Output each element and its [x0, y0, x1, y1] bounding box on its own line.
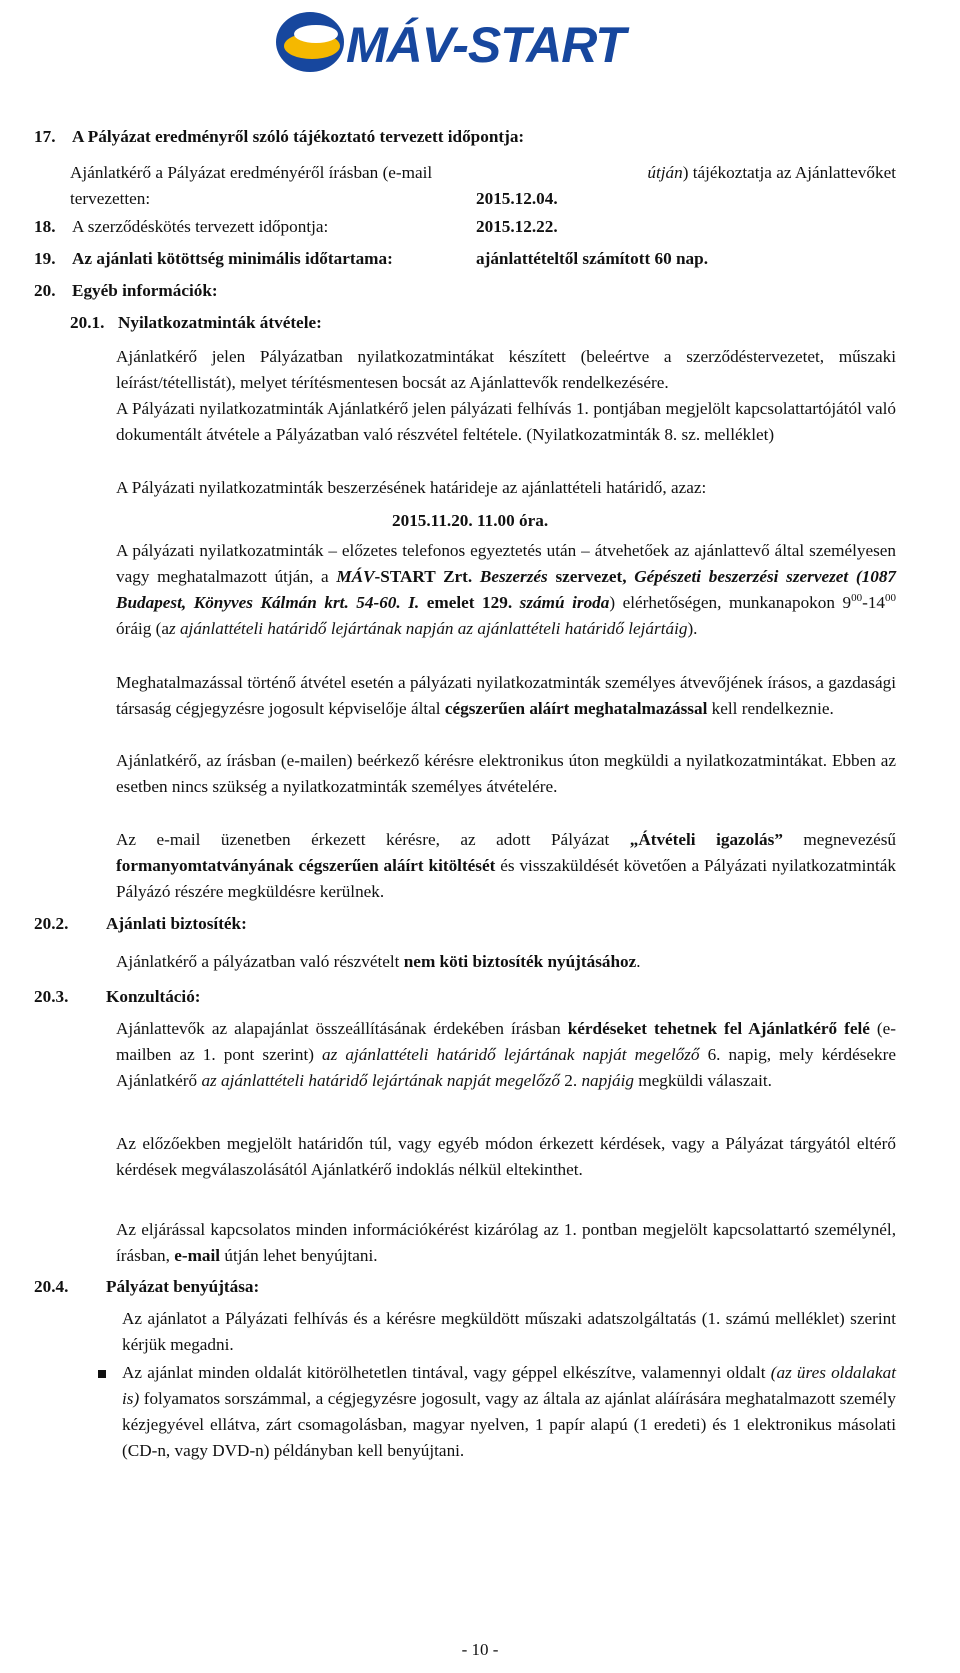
- section-19: 19. Az ajánlati kötöttség minimális időtartama: ajánlattételtől számított 60 nap.: [34, 249, 708, 268]
- section-20-1-heading: 20.1. Nyilatkozatminták átvétele:: [70, 313, 322, 332]
- section-17-heading: 17. A Pályázat eredményről szóló tájékoztató tervezett időpontja:: [34, 127, 525, 146]
- section-20-1-p4: A pályázati nyilatkozatminták – előzetes telefonos egyeztetés után – átvehetőek az ajánlattevő által személyesen vagy meghatalmazott útján, a MÁV-START Zrt. Beszerzés szervezet, Gépészeti beszerzési szervezet (1087 Budapest, Könyves Kálmán krt. 54-60. I. emelet 129. számú iroda) elérhetőségen, munkanapokon $9^{00}-14^{00}$ óráig (az ajánlattételi határidő lejártának napján az ajánlattételi határidő lejártáig).: [116, 541, 897, 638]
- section-20-3-p3: Az eljárással kapcsolatos minden információkérést kizárólag az 1. pontban megjelölt kapcsolattartó személynél, írásban, e-mail útján lehet benyújtani.: [116, 1220, 896, 1265]
- section-20-3-heading: 20.3. Konzultáció:: [34, 987, 201, 1006]
- mav-start-logo: [272, 4, 682, 78]
- section-17-date: 2015.12.04.: [476, 189, 558, 208]
- page-number: - 10 -: [461, 1640, 499, 1659]
- section-20-3-p1: Ajánlattevők az alapajánlat összeállításának érdekében írásban kérdéseket tehetnek fel Ajánlatkérő felé (e-mailben az 1. pont szerint) az ajánlattételi határidő lejártának napját megelőző 6. napig, mely kérdésekre Ajánlatkérő az ajánlattételi határidő lejártának napját megelőző 2. napjáig megküldi válaszait.: [116, 1019, 897, 1090]
- section-20-1-p1: Ajánlatkérő jelen Pályázatban nyilatkozatmintákat készített (beleértve a szerződéstervezetet, műszaki leírást/tétellistát), melyet térítésmentesen bocsát az Ajánlattevők rendelkezésére.: [116, 347, 896, 392]
- section-20-2-p1: Ajánlatkérő a pályázatban való részvételt nem köti biztosíték nyújtásához.: [116, 952, 641, 971]
- section-20-1-p3: A Pályázati nyilatkozatminták beszerzésének határideje az ajánlattételi határidő, azaz:: [116, 478, 707, 497]
- logo-text: MÁV-START: [346, 17, 625, 73]
- bullet-square-icon: [98, 1370, 106, 1378]
- section-20-heading: 20. Egyéb információk:: [34, 281, 218, 300]
- section-20-4-heading: 20.4. Pályázat benyújtása:: [34, 1277, 260, 1296]
- section-17-text: Ajánlatkérő a Pályázat eredményéről írásban (e-mail útján) tájékoztatja az Ajánlattevőket tervezetten: 2015.12.04.: [70, 160, 896, 212]
- section-20-4-p1: Az ajánlatot a Pályázati felhívás és a kérésre megküldött műszaki adatszolgáltatás (1. számú melléklet) szerint kérjük megadni.: [122, 1309, 896, 1354]
- section-20-2-heading: 20.2. Ajánlati biztosíték:: [34, 914, 247, 933]
- section-20-4-bullet-1: Az ajánlat minden oldalát kitörölhetetlen tintával, vagy géppel elkészítve, valamennyi oldalt (az üres oldalakat is) folyamatos sorszámmal, a cégjegyzésre jogosult, vagy az általa az ajánlat aláírására meghatalmazott személy kézjegyével ellátva, zárt csomagolásban, magyar nyelven, 1 papír alapú (1 eredeti) és 1 elektronikus másolati (CD-n, vagy DVD-n) példányban kell benyújtani.: [122, 1363, 896, 1460]
- section-20-1-p5: Meghatalmazással történő átvétel esetén a pályázati nyilatkozatminták személyes átvevőjének írásos, a gazdasági társaság cégjegyzésre jogosult képviselője által cégszerűen aláírt meghatalmazással kell rendelkeznie.: [116, 673, 896, 718]
- section-20-1-deadline: 2015.11.20. 11.00 óra.: [392, 511, 549, 530]
- logo-swoosh-inner: [294, 25, 338, 43]
- section-20-1-p6: Ajánlatkérő, az írásban (e-mailen) beérkező kérésre elektronikus úton megküldi a nyilatkozatmintákat. Ebben az esetben nincs szükség a nyilatkozatminták személyes átvételére.: [116, 751, 896, 796]
- section-18: 18. A szerződéskötés tervezett időpontja: 2015.12.22.: [34, 217, 558, 236]
- section-20-1-p7: Az e-mail üzenetben érkezett kérésre, az adott Pályázat „Átvételi igazolás” megnevezésű formanyomtatványának cégszerűen aláírt kitöltését és visszaküldését követően a Pályázati nyilatkozatminták Pályázó részére megküldésre kerülnek.: [116, 830, 896, 901]
- section-20-3-p2: Az előzőekben megjelölt határidőn túl, vagy egyéb módon érkezett kérdések, vagy a Pályázat tárgyától eltérő kérdések megválaszolásától Ajánlatkérő indoklás nélkül eltekinthet.: [116, 1134, 896, 1179]
- section-20-1-p2: A Pályázati nyilatkozatminták Ajánlatkérő jelen pályázati felhívás 1. pontjában megjelölt kapcsolattartójától való dokumentált átvétele a Pályázatban való részvétel feltétele. (Nyilatkozatminták 8. sz. melléklet): [116, 399, 896, 444]
